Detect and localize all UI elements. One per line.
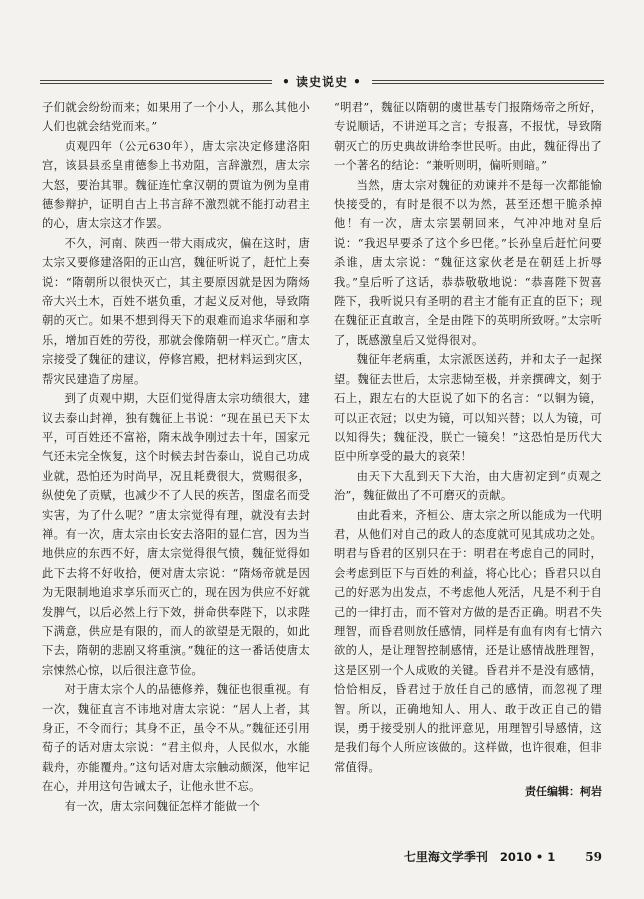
paragraph: “明君”，魏征以隋朝的虞世基专门报隋炀帝之所好，专说顺话，不讲逆耳之言；专报喜，不报忧，导致隋朝灭亡的历史典故讲给李世民听。由此，魏征得出了一个著名的结论：“兼听则明，偏听则暗。” bbox=[334, 101, 602, 173]
article-body bbox=[42, 98, 602, 838]
paragraph: 子们就会纷纷而来；如果用了一个小人，那么其他小人们也就会结党而来。” bbox=[42, 101, 310, 134]
paragraph: 有一次，唐太宗问魏征怎样才能做一个 bbox=[64, 799, 261, 813]
left-column bbox=[42, 98, 310, 838]
paragraph: 魏征年老病重，太宗派医送药，并和太子一起探望。魏征去世后，太宗悲恸至极，并亲撰碑文，刻于石上，跟左右的大臣说了如下的名言：“以铜为镜，可以正衣冠；以史为镜，可以知兴替；以人为镜，可以知得失；魏征没，朕亡一镜矣！”这恐怕是历代大臣中所享受的最大的哀荣！ bbox=[334, 353, 602, 464]
section-title: • 读史说史 • bbox=[272, 73, 372, 90]
issue-number: 2010 • 1 bbox=[499, 850, 556, 864]
editor-credit: 责任编辑：柯岩 bbox=[525, 785, 602, 799]
paragraph: 不久，河南、陕西一带大雨成灾，偏在这时，唐太宗又要修建洛阳的正山宫，魏征听说了，赶忙上奏说：“隋朝所以很快灭亡，其主要原因就是因为隋炀帝大兴土木，百姓不堪负重，才起义反对他，导致隋朝的灭亡。如果不想到得天下的艰难而追求华丽和享乐，增加百姓的劳役，那就会像隋朝一样灭亡。”唐太宗接受了魏征的建议，停修宫殿，把材料运到灾区，帮灾民建造了房屋。 bbox=[42, 236, 310, 386]
page-number: 59 bbox=[585, 850, 602, 864]
journal-name: 七里海文学季刊 bbox=[403, 850, 488, 864]
paragraph: 由此看来，齐桓公、唐太宗之所以能成为一代明君，从他们对自己的政人的态度就可见其成功之处。明君与昏君的区别只在于：明君在考虑自己的同时，会考虑到臣下与百姓的利益，将心比心；昏君只以自己的好恶为出发点，不考虑他人死活，凡是不利于自己的一律打击，而不管对方做的是否正确。明君不失理智，而昏君则放任感情，同样是有血有肉有七情六欲的人，是让理智控制感情，还是让感情战胜理智，这是区别一个人成败的关键。昏君并不是没有感情，恰恰相反，昏君过于放任自己的感情，而忽视了理智。所以，正确地知人、用人、敢于改正自己的错误，勇于接受别人的批评意见，用理智引导感情，这是我们每个人所应该做的。这样做，也许很难，但非常值得。 bbox=[334, 508, 602, 774]
section-header bbox=[40, 70, 604, 92]
paragraph: 由天下大乱到天下大治，由大唐初定到“贞观之治”，魏征做出了不可磨灭的贡献。 bbox=[334, 469, 602, 503]
paragraph: 到了贞观中期，大臣们觉得唐太宗功绩很大，建议去泰山封禅，独有魏征上书说：“现在虽已天下太平，可百姓还不富裕，隋末战争刚过去十年，国家元气还未完全恢复，这个时候去封告泰山，说自己功成业就，恐怕还为时尚早，况且耗费很大，赏赐很多，纵使免了贡赋，也减少不了人民的疾苦，图虚名而受实害，为了什么呢？”唐太宗觉得有理，就没有去封禅。有一次，唐太宗由长安去洛阳的显仁宫，因为当地供应的东西不好，唐太宗觉得很气愤，魏征觉得如此下去将不好收拾，便对唐太宗说：“隋炀帝就是因为无限制地追求享乐而灭亡的，现在因为供应不好就发脾气，以后必然上行下效，拼命供奉陛下，以求陛下满意，供应是有限的，而人的欲望是无限的，如此下去，隋朝的悲剧又将重演。”魏征的这一番话使唐太宗悚然心惊，以后很注意节俭。 bbox=[42, 392, 310, 677]
paragraph: 当然，唐太宗对魏征的劝谏并不是每一次都能愉快接受的，有时是很不以为然，甚至还想干脆杀掉他！有一次，唐太宗罢朝回来，气冲冲地对皇后说：“我迟早要杀了这个乡巴佬。”长孙皇后赶忙问要杀谁，唐太宗说：“魏征这家伙老是在朝廷上折辱我。”皇后听了这话，恭恭敬敬地说：“恭喜陛下贺喜陛下，我听说只有圣明的君主才能有正直的臣下；现在魏征正直敢言，全是由陛下的英明所致呀。”太宗听了，既感激皇后又觉得很对。 bbox=[334, 178, 602, 347]
right-column bbox=[334, 98, 602, 838]
page-footer bbox=[404, 848, 602, 868]
paragraph: 贞观四年（公元630年），唐太宗决定修建洛阳宫，该县县丞皇甫德参上书劝阻，言辞激烈，唐太宗大怒，要治其罪。魏征连忙拿汉朝的贾谊为例为皇甫德参辩护，证明自古上书言辞不激烈就不能打动君主的心，唐太宗这才作罢。 bbox=[42, 139, 310, 231]
paragraph: 对于唐太宗个人的品德修养，魏征也很重视。有一次，魏征直言不讳地对唐太宗说：“居人上者，其身正，不令而行；其身不正，虽令不从。”魏征还引用荀子的话对唐太宗说：“君主似舟，人民似水，水能载舟，亦能覆舟。”这句话对唐太宗触动颇深，他牢记在心，并用这句告诫太子，让他永世不忘。 bbox=[42, 683, 310, 794]
